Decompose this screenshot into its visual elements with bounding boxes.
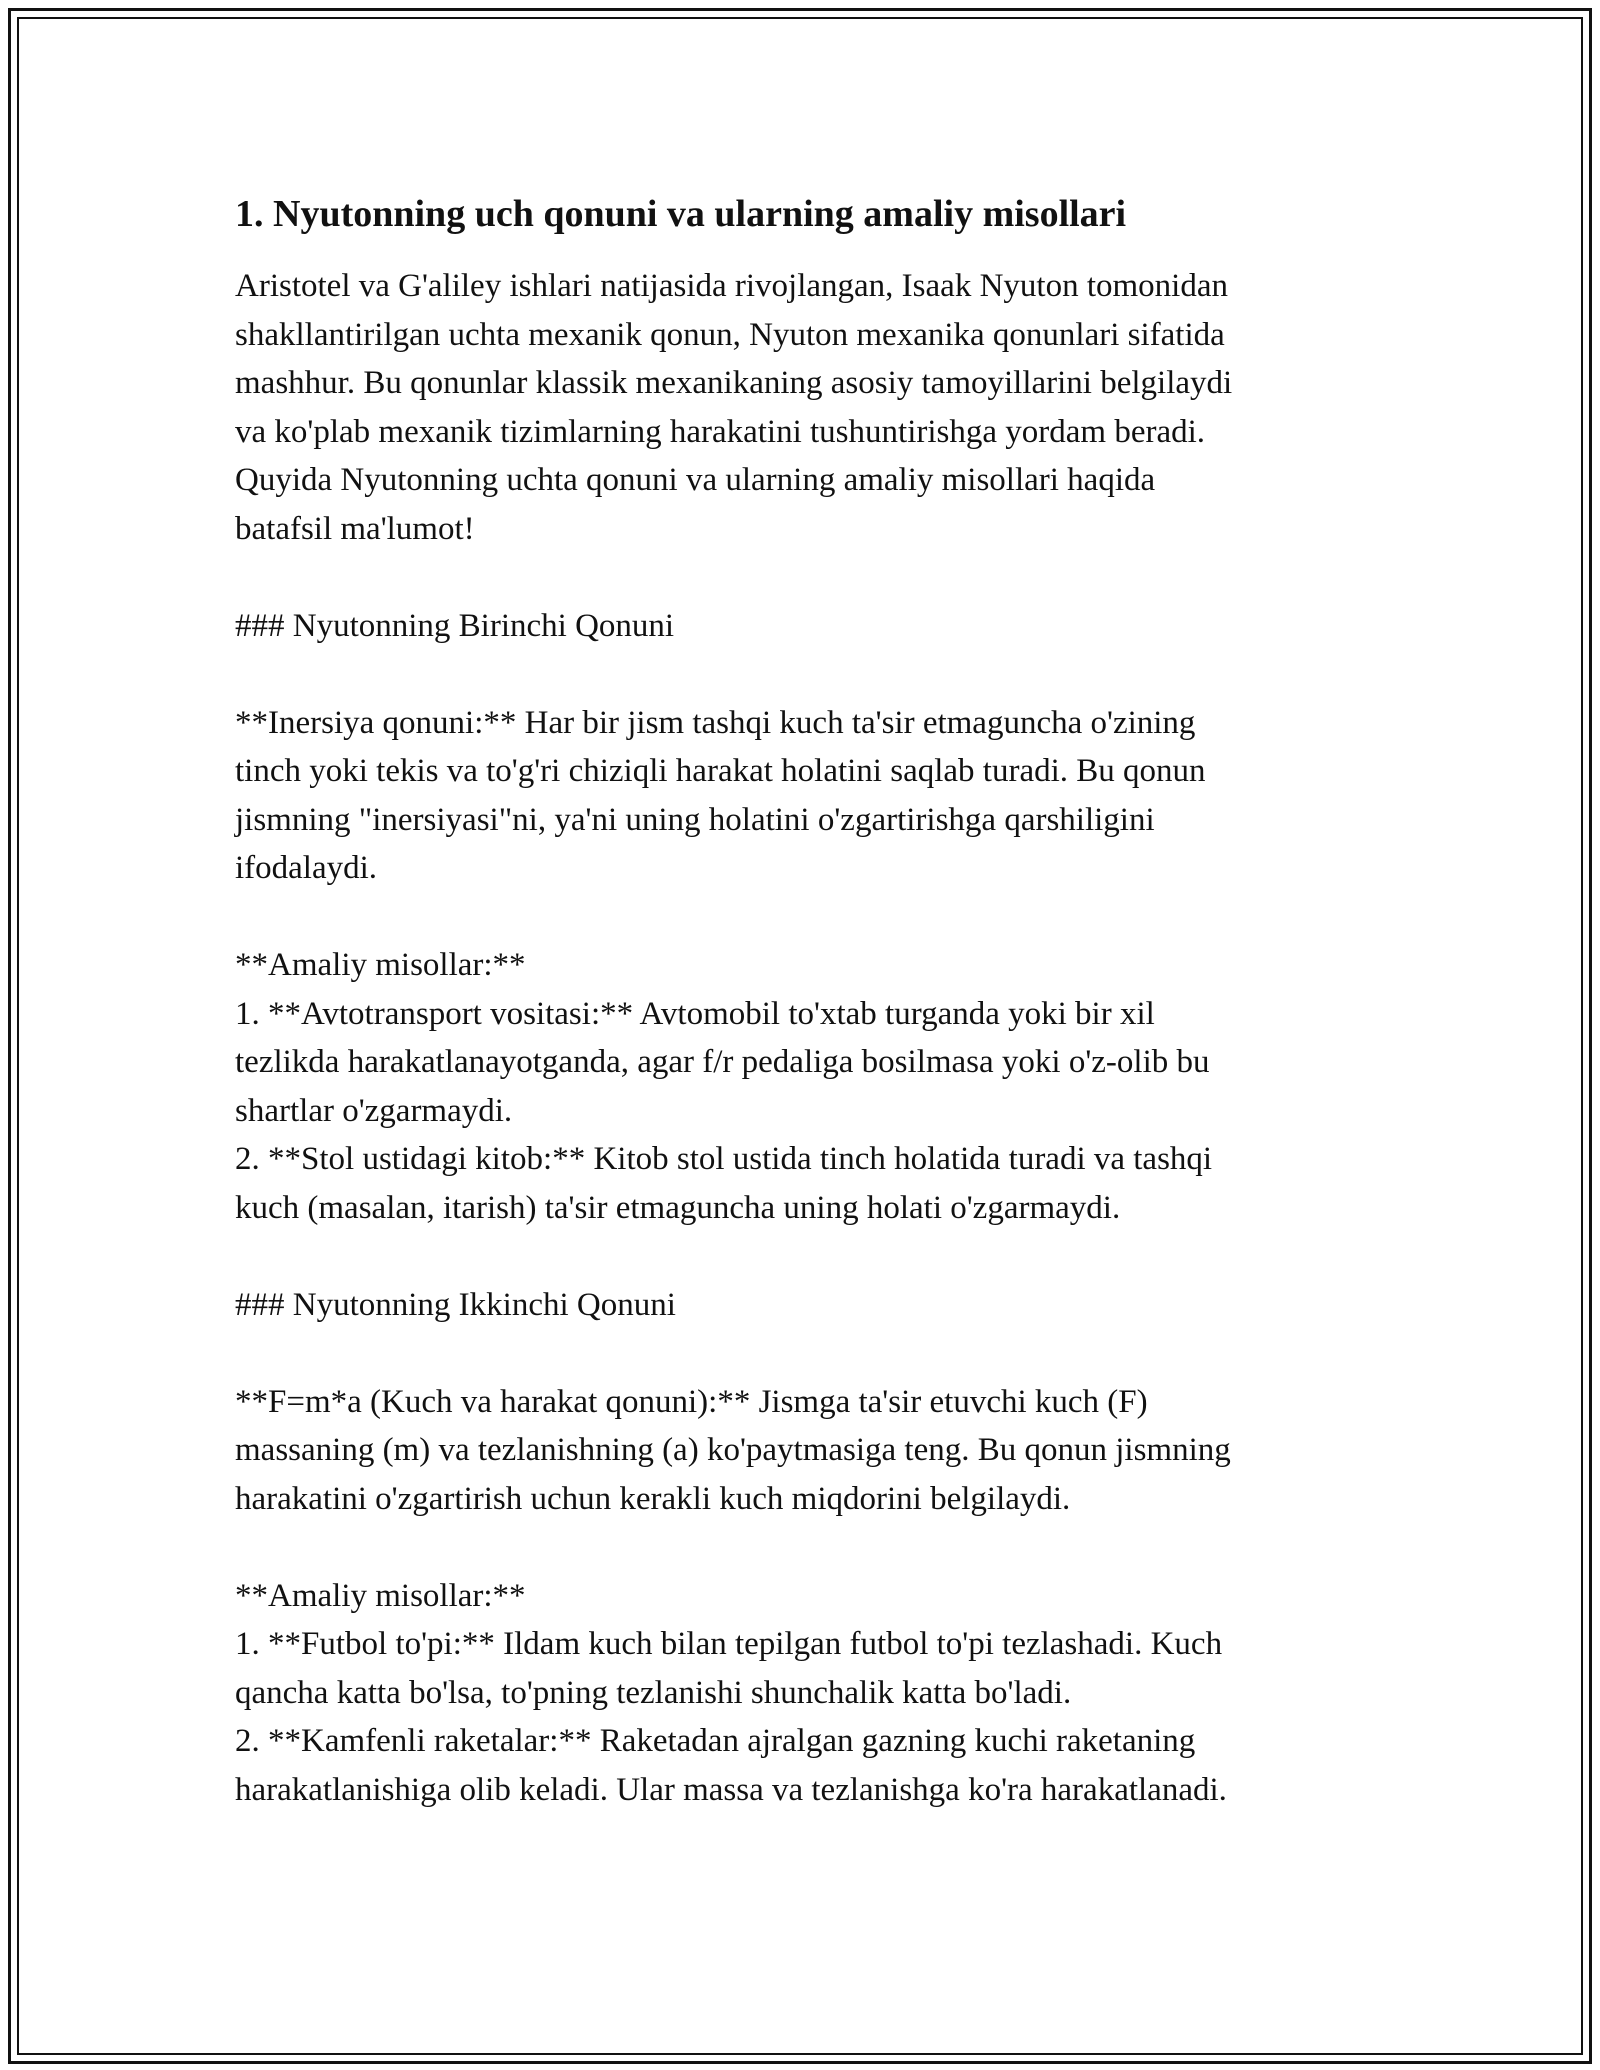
document-body: Aristotel va G'aliley ishlari natijasida rivojlangan, Isaak Nyuton tomonidan shakllantirilgan uchta mexanik qonun, Nyuton mexanika qonunlari sifatida mashhur. Bu qonunlar klassik mexanikaning asosiy tamoyillarini belgilaydi va ko'plab mexanik tizimlarning harakatini tushuntirishga yordam beradi. Quyida Nyutonning uchta qonuni va ularning amaliy misollari haqida batafsil ma'lumot! ### Nyutonning Birinchi Qonuni **Inersiya qonuni:** Har bir jism tashqi kuch ta'sir etmaguncha o'zining tinch yoki tekis va to'g'ri chiziqli harakat holatini saqlab turadi. Bu qonun jismning "inersiyasi"ni, ya'ni uning holatini o'zgartirishga qarshiligini ifodalaydi. **Amaliy misollar:** 1. **Avtotransport vositasi:** Avtomobil to'xtab turganda yoki bir xil tezlikda harakatlanayotganda, agar f/r pedaliga bosilmasa yoki o'z-olib bu shartlar o'zgarmaydi. 2. **Stol ustidagi kitob:** Kitob stol ustida tinch holatida turadi va tashqi kuch (masalan, itarish) ta'sir etmaguncha uning holati o'zgarmaydi. ### Nyutonning Ikkinchi Qonuni **F=m*a (Kuch va harakat qonuni):** Jismga ta'sir etuvchi kuch (F) massaning (m) va tezlanishning (a) ko'paytmasiga teng. Bu qonun jismning harakatini o'zgartirish uchun kerakli kuch miqdorini belgilaydi. **Amaliy misollar:** 1. **Futbol to'pi:** Ildam kuch bilan tepilgan futbol to'pi tezlashadi. Kuch qancha katta bo'lsa, to'pning tezlanishi shunchalik katta bo'ladi. 2. **Kamfenli raketalar:** Raketadan ajralgan gazning kuchi raketaning harakatlanishiga olib keladi. Ular massa va tezlanishga ko'ra harakatlanadi.: [235, 268, 1233, 1808]
document-title: 1. Nyutonning uch qonuni va ularning amaliy misollari: [235, 193, 1127, 235]
document-content: [235, 188, 1365, 1814]
